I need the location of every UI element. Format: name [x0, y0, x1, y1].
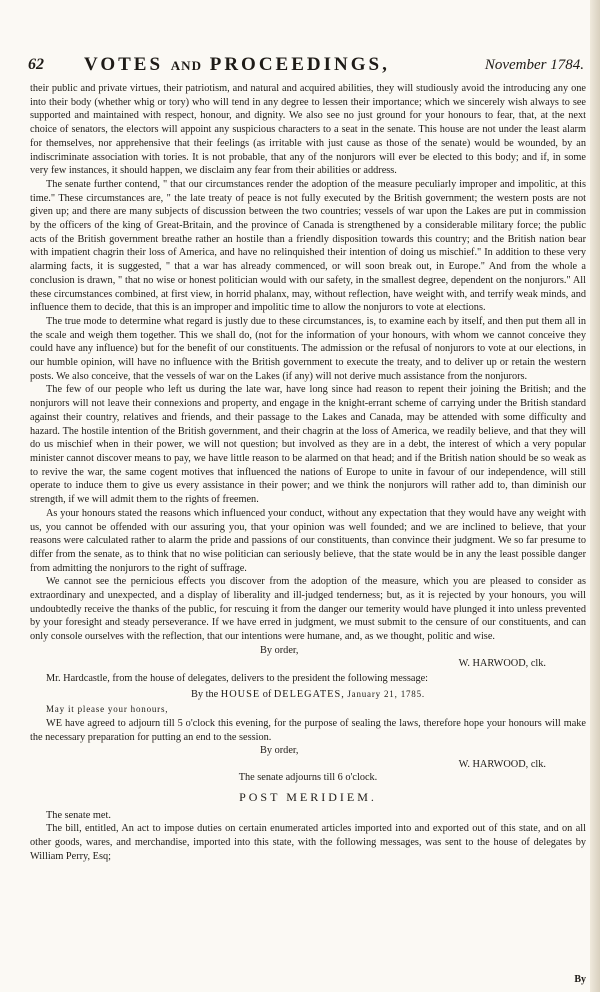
header-date: November 1784. — [484, 57, 584, 73]
paragraph-2: The senate further contend, " that our circumstances render the adoption of the measure peculiarly improper and impolitic, at this time." These circumstances are, " the late treaty of peace is not fully executed by the British government; the western posts are not given up; and there are many subjects of discussion between the two countries; vessels of war upon the Lakes are put in commission by the officers of the king of Great-Britain, and the province of Canada is strengthened by a considerable military force; the public acts of the British government breathe rather an hostile than a friendly disposition towards this country; and the British nation bear with impatient chagrin their loss of America, and have no relinquished their intention of doing us mischief." In addition to these very alarming facts, it is suggested, " that a war has already commenced, or will soon break out, in Europe." And from the whole a conclusion is drawn, " that no wise or honest politician would with our safety, in the smallest degree, dependent on the nonjurors." All these circumstances combined, at first view, in horrid phalanx, may, without reflection, have weight with, and terrify weak minds, and influence them to decide, that this is an improper and impolitic time to allow the nonjurors to vote at elections. — [30, 178, 586, 314]
message-intro: Mr. Hardcastle, from the house of delegates, delivers to the president the following message: — [46, 672, 429, 684]
clerk-signature-2: W. HARWOOD, clk. — [458, 758, 546, 770]
paragraph-1: their public and private virtues, their patriotism, and natural and acquired abilities, they will studiously avoid the introducing any one into their body (whether whig or tory) who will tend in any degree to lessen their importance; which we sincerely wish always to see supported and maintained with respect, honour, and dignity. We also see no just ground for your honours to fear, that, at the next choice of senators, the electors will appoint any suspicious characters to a seat in the senate. This house are not under the least alarm for themselves, nor apprehensive that their feelings (as irritable with just cause as those of the senate) would be wounded, by an indiscriminate association with tories. It is not probable, that any of the nonjurors will ever be elected to this body; and if, in some very few instances, it should happen, we disclaim any fear from their abilities or address. — [30, 83, 586, 177]
document-body — [30, 82, 586, 864]
page-gutter-shadow — [590, 0, 600, 992]
signature-block-1 — [30, 644, 586, 658]
by-order-1: By order, — [260, 644, 299, 656]
senate-met: The senate met. — [46, 809, 111, 821]
salutation: May it please your honours, — [46, 704, 169, 715]
banner-by-the: By the — [191, 688, 219, 700]
banner-house: HOUSE — [220, 688, 261, 700]
page-title — [84, 54, 390, 76]
adjourn-notice: The senate adjourns till 6 o'clock. — [238, 772, 378, 784]
banner-of: of — [262, 688, 272, 700]
bill-paragraph: The bill, entitled, An act to impose duties on certain enumerated articles imported into and exported out of this state, and on all other goods, wares, and merchandise, imported into this state, with the following messages, was sent to the house of delegates by William Perry, Esq; — [30, 823, 586, 862]
catchword: By — [574, 974, 586, 985]
banner-delegates: DELEGATES, — [273, 688, 345, 700]
signature-block-2 — [30, 744, 586, 758]
paragraph-3: The true mode to determine what regard is justly due to these circumstances, is, to examine each by itself, and then put them all in the scale and weigh them together. This we shall do, (not for the information of your honours, with whom we cannot conceive they could have any influence) but for the benefit of our constituents. The admission or the refusal of nonjurors to vote at our elections, in our humble opinion, will have no influence with the British government to execute the treaty, and to deliver up or retain the western posts. We also conceive, that the vessels of war on the Lakes (if any) will not derive much assistance from the nonjurors. — [30, 315, 586, 382]
paragraph-4: The few of our people who left us during the late war, have long since had reason to repent their joining the British; and the nonjurors will not leave their connexions and property, and engage in the knight-errant scheme of carrying under the British standard against their country, relatives and friends, and their passage to the Lakes and Canada, may be attended with some difficulty and hazard. The hostile intention of the British government, and their chagrin at the loss of America, we readily believe, and that they will do us mischief when in their power, we will not question; but involved as they are in a debt, the interest of which a very popular minister cannot discover means to pay, we have little reason to be alarmed on that head; and if the British nation should be so weak as to revive the war, the same cogent motives that influenced the nations of Europe to unite in favour of our independence, will still operate to induce them to give us every assistance in their power; and we think the nonjurors will rather add to, than diminish our strength, if we will admit them to the rights of freemen. — [30, 384, 586, 506]
signature-name-row-2 — [30, 758, 586, 772]
message-body: WE have agreed to adjourn till 5 o'clock this evening, for the purpose of sealing the laws, therefore hope your honours will make the necessary preparation for putting an end to the session. — [30, 717, 586, 743]
paragraph-6: We cannot see the pernicious effects you discover from the adoption of the measure, which you are pleased to consider as extraordinary and unexpected, and a display of liberality and ill-judged tenderness; but, as it is rejected by your honours, you will undoubtedly receive the thanks of the public, for rescuing it from the danger our temerity would have plunged it into unless prevented by your foresight and steady perseverance. If we have erred in judgment, we must submit to the censure of our constituents, and can only console ourselves with the reflection, that our intentions were humane, and, as we thought, politic and wise. — [30, 576, 586, 643]
house-banner — [30, 688, 586, 702]
title-votes: VOTES — [84, 54, 164, 75]
by-order-2: By order, — [260, 745, 299, 757]
page-number: 62 — [28, 56, 44, 73]
post-meridiem-heading: POST MERIDIEM. — [239, 790, 377, 805]
title-and: AND — [170, 58, 202, 73]
signature-name-row-1 — [30, 657, 586, 671]
banner-date: January 21, 1785. — [347, 688, 425, 699]
paragraph-5: As your honours stated the reasons which influenced your conduct, without any expectation that they would have any weight with us, you cannot be offended with our assuring you, that your opinion was well founded; and we are inclined to believe, that your reasons were calculated rather to alarm the pride and passions of our constituents, than convince their judgment. We so far presume to differ from the senate, as to think that no wise politician can seriously believe, that the state would be in any the least possible danger from admitting the nonjurors to the right of suffrage. — [30, 507, 586, 574]
running-header — [28, 56, 584, 80]
title-proceedings: PROCEEDINGS, — [209, 54, 390, 75]
clerk-signature-1: W. HARWOOD, clk. — [458, 658, 546, 670]
